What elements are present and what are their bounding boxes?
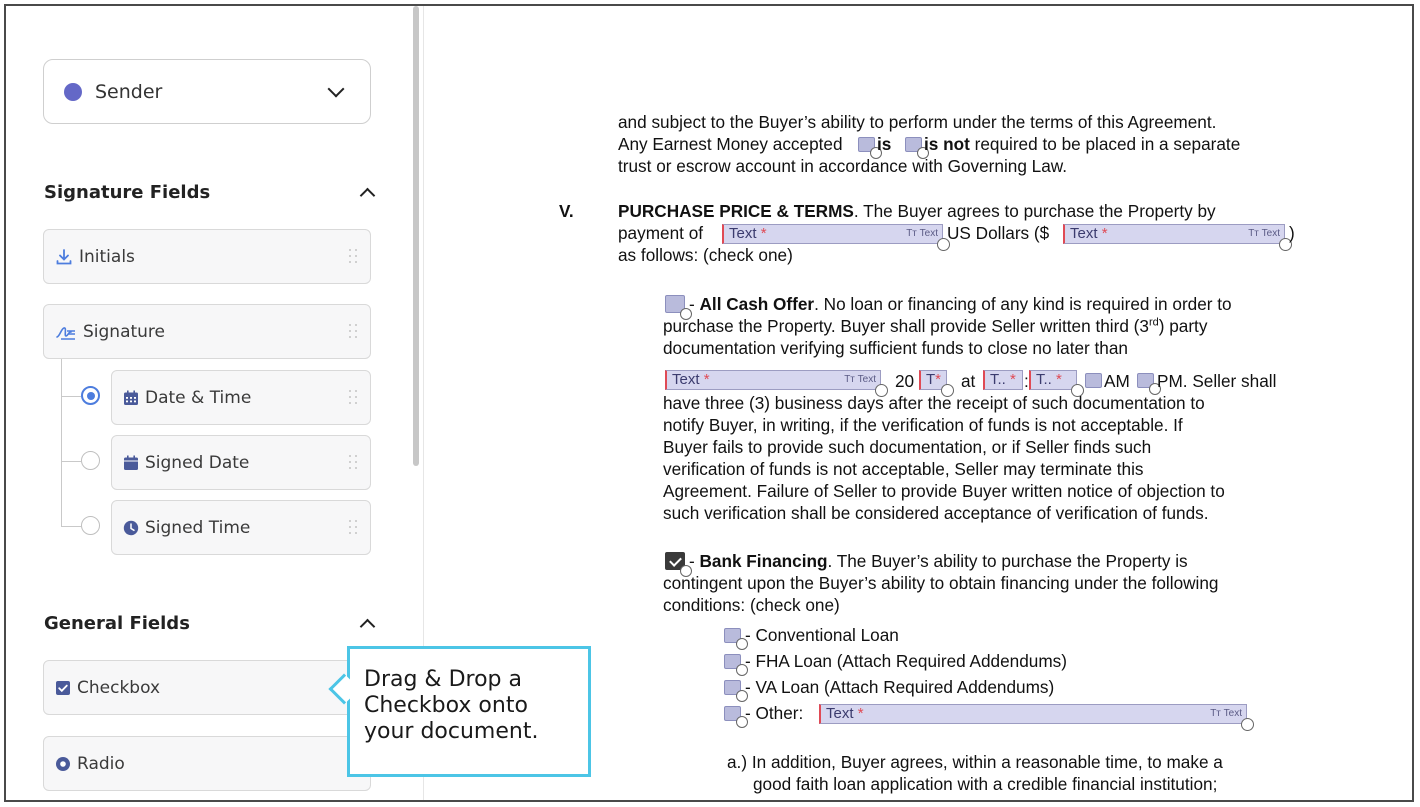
field-date-time-label: Date & Time	[145, 387, 252, 408]
field-checkbox[interactable]	[43, 660, 371, 715]
section-number: V.	[559, 201, 574, 221]
collapse-signature-chevron-icon[interactable]	[360, 188, 376, 204]
tree-connector	[61, 526, 81, 527]
doc-line: a.) In addition, Buyer agrees, within a reasonable time, to make a	[727, 752, 1223, 772]
drag-handle-icon[interactable]	[349, 249, 359, 265]
doc-line: have three (3) business days after the receipt of such documentation to	[663, 393, 1205, 413]
text-field[interactable]: Text * Tт Text	[1063, 224, 1285, 244]
doc-line: PURCHASE PRICE & TERMS. The Buyer agrees to purchase the Property by	[618, 201, 1216, 221]
collapse-general-chevron-icon[interactable]	[360, 619, 376, 635]
download-icon	[55, 248, 73, 266]
signature-icon	[55, 323, 77, 341]
doc-line: as follows: (check one)	[618, 245, 793, 265]
text-field[interactable]: T.. *	[1029, 370, 1077, 390]
field-initials[interactable]	[43, 229, 371, 284]
text-field[interactable]: Text * Tт Text	[819, 704, 1247, 724]
tree-connector	[61, 461, 81, 462]
checkbox-field[interactable]	[724, 628, 741, 643]
doc-line: Buyer fails to provide such documentation, or if Seller finds such	[663, 437, 1152, 457]
doc-line: is not required to be placed in a separate	[924, 134, 1241, 154]
drag-handle-icon[interactable]	[349, 324, 359, 340]
date-time-radio[interactable]	[81, 386, 100, 405]
doc-text-bold: is	[877, 134, 892, 154]
doc-line: documentation verifying sufficient funds to close no later than	[663, 338, 1128, 358]
text-field[interactable]: T*	[919, 370, 947, 390]
checkbox-field[interactable]	[724, 680, 741, 695]
field-signed-date[interactable]	[111, 435, 371, 490]
doc-line: Any Earnest Money accepted	[618, 134, 843, 154]
field-radio-label: Radio	[77, 753, 125, 774]
doc-line: - VA Loan (Attach Required Addendums)	[745, 677, 1055, 697]
clock-icon	[123, 520, 139, 536]
checkbox-field[interactable]	[1137, 373, 1154, 388]
doc-line: purchase the Property. Buyer shall provide Seller written third (3rd) party	[663, 316, 1208, 336]
doc-line: :	[1024, 371, 1029, 391]
checkbox-field[interactable]	[724, 706, 741, 721]
doc-line: verification of funds is not acceptable, Seller may terminate this	[663, 459, 1144, 479]
doc-line: 20	[895, 371, 915, 391]
doc-line: AM	[1104, 371, 1130, 391]
checkbox-field[interactable]	[665, 295, 685, 313]
text-field[interactable]: T.. *	[983, 370, 1023, 390]
tree-connector	[61, 396, 81, 397]
checkbox-icon	[55, 680, 71, 696]
radio-icon	[55, 756, 71, 772]
doc-line: good faith loan application with a credible financial institution;	[753, 774, 1218, 794]
doc-line: notify Buyer, in writing, if the verification of funds is not acceptable. If	[663, 415, 1183, 435]
doc-line: trust or escrow account in accordance with Governing Law.	[618, 156, 1068, 176]
text-field[interactable]: Text * Tт Text	[665, 370, 881, 390]
drag-handle-icon[interactable]	[349, 455, 359, 471]
doc-line: payment of	[618, 223, 704, 243]
signed-date-radio[interactable]	[81, 451, 100, 470]
doc-line: - Conventional Loan	[745, 625, 899, 645]
doc-line: )	[1289, 223, 1295, 243]
doc-line: - FHA Loan (Attach Required Addendums)	[745, 651, 1067, 671]
field-initials-label: Initials	[79, 246, 135, 267]
field-signed-time[interactable]	[111, 500, 371, 555]
doc-line: - Bank Financing. The Buyer’s ability to purchase the Property is	[689, 551, 1188, 571]
checkbox-field[interactable]	[724, 654, 741, 669]
doc-line: Agreement. Failure of Seller to provide Buyer written notice of objection to	[663, 481, 1225, 501]
field-date-time[interactable]	[111, 370, 371, 425]
checked-checkbox-field[interactable]	[665, 552, 685, 570]
doc-line: and subject to the Buyer’s ability to perform under the terms of this Agreement.	[618, 112, 1217, 132]
role-select-label: Sender	[95, 80, 163, 103]
field-signature-label: Signature	[83, 321, 166, 342]
role-select[interactable]	[43, 59, 371, 124]
doc-line: - Other:	[745, 703, 804, 723]
doc-line: contingent upon the Buyer’s ability to obtain financing under the following	[663, 573, 1219, 593]
doc-line: at	[961, 371, 976, 391]
doc-line: conditions: (check one)	[663, 595, 840, 615]
doc-line: PM. Seller shall	[1157, 371, 1277, 391]
sidebar-scrollbar[interactable]	[413, 6, 419, 466]
doc-line: US Dollars ($	[947, 223, 1050, 243]
checkbox-field[interactable]	[905, 137, 922, 152]
checkbox-field[interactable]	[1085, 373, 1102, 388]
drag-drop-tooltip	[347, 646, 591, 777]
drag-handle-icon[interactable]	[349, 390, 359, 406]
tree-connector	[61, 359, 62, 526]
text-field[interactable]: Text * Tт Text	[722, 224, 943, 244]
field-signed-date-label: Signed Date	[145, 452, 250, 473]
calendar-grid-icon	[123, 390, 139, 406]
calendar-icon	[123, 455, 139, 471]
role-color-dot	[64, 83, 82, 101]
general-fields-heading: General Fields	[44, 613, 190, 634]
doc-line: - All Cash Offer. No loan or financing of any kind is required in order to	[689, 294, 1232, 314]
signature-fields-heading: Signature Fields	[44, 182, 211, 203]
drag-handle-icon[interactable]	[349, 520, 359, 536]
field-checkbox-label: Checkbox	[77, 677, 161, 698]
signed-time-radio[interactable]	[81, 516, 100, 535]
doc-line: such verification shall be considered acceptance of verification of funds.	[663, 503, 1209, 523]
checkbox-field[interactable]	[858, 137, 875, 152]
tooltip-text: Drag & Drop a Checkbox onto your document.	[364, 667, 539, 744]
field-signed-time-label: Signed Time	[145, 517, 251, 538]
chevron-down-icon	[328, 80, 345, 97]
field-radio[interactable]	[43, 736, 371, 791]
app-window	[4, 4, 1414, 802]
field-signature[interactable]	[43, 304, 371, 359]
